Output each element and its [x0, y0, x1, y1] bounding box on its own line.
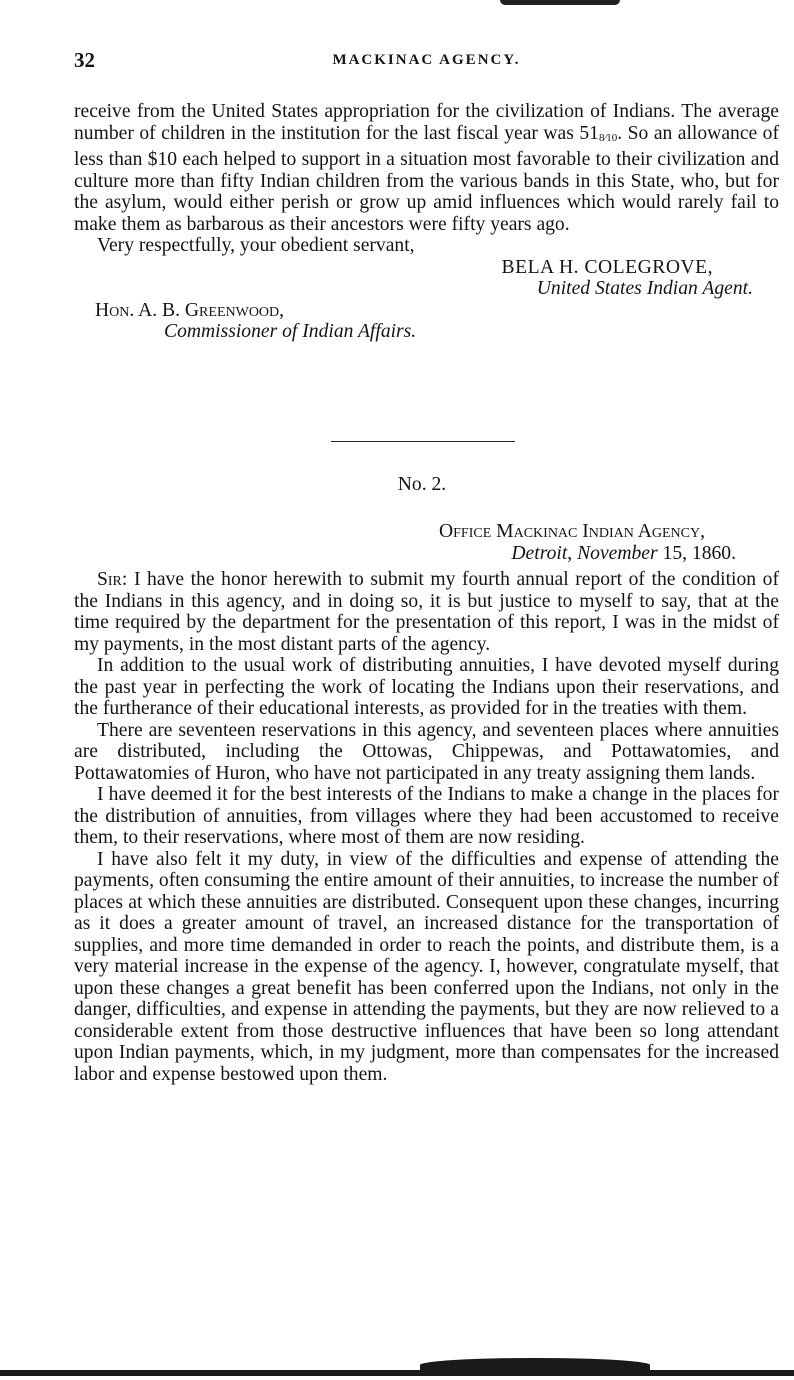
page-header	[74, 48, 779, 78]
paragraph: I have deemed it for the best interests of the Indians to make a change in the places for the distribution of annuities, from villages where they had been accustomed to receive them, to their reservations, where most of them are now residing.	[74, 784, 779, 848]
letter-2-body	[74, 569, 779, 1085]
signer-name: BELA H. COLEGROVE,	[501, 256, 713, 278]
office-heading	[439, 521, 736, 564]
paragraph: In addition to the usual work of distributing annuities, I have devoted myself during the past year in perfecting the work of locating the Indians upon their reservations, and the furtherance of their educational interests, as provided for in the treaties with them.	[74, 655, 779, 719]
document-number: No. 2.	[397, 474, 447, 495]
paragraph: Sir: I have the honor herewith to submit my fourth annual report of the condition of the Indians in this agency, and in doing so, it is but justice to myself to say, that at the time required by the department for the presentation of this report, I was in the midst of my payments, in the most distant parts of the agency.	[74, 569, 779, 655]
office-name: Office Mackinac Indian Agency,	[439, 521, 705, 542]
letter-1-ending	[74, 101, 779, 343]
paragraph: There are seventeen reservations in this agency, and seventeen places where annuities are distributed, including the Ottowas, Chippewas, and Pottawatomies, and Pottawatomies of Huron, who have not participated in any treaty assigning them lands.	[74, 719, 779, 784]
paragraph: I have also felt it my duty, in view of the difficulties and expense of attending the payments, often consuming the entire amount of their annuities, to increase the number of places at which these annuities are distributed. Consequent upon these changes, incurring as it does a greater amount of travel, an increased distance for the transportation of supplies, and more time demanded in order to reach the points, and distribute them, is a very material increase in the expense of the agency. I, however, congratulate myself, that upon these changes a great benefit has been conferred upon the Indians, not only in the danger, difficulties, and expense in attending the payments, but they are now relieved to a considerable extent from those destructive influences that have been so long attendant upon Indian payments, which, in my judgment, more than compensates for the increased labor and expense bestowed upon them.	[74, 848, 779, 1085]
addressee-name: Hon. A. B. Greenwood,	[95, 299, 285, 321]
fraction: 8⁄10	[598, 131, 618, 144]
signer-title: United States Indian Agent.	[536, 278, 753, 299]
salutation: Sir	[97, 569, 122, 590]
place-date: Detroit, November 15, 1860.	[511, 542, 736, 564]
valediction: Very respectfully, your obedient servant,	[97, 235, 415, 256]
scan-edge-bottom	[0, 1370, 794, 1376]
running-head: MACKINAC AGENCY.	[332, 52, 521, 68]
addressee-title: Commissioner of Indian Affairs.	[164, 321, 417, 342]
scan-edge-top	[500, 0, 620, 5]
page-number: 32	[74, 48, 95, 72]
section-divider	[331, 441, 515, 442]
closing-paragraph: receive from the United States appropriation for the civilization of Indians. The average number of children in the institution for the last fiscal year was 518⁄10. So an allowance of less than $10 each helped to support in a situation most favorable to their civilization and culture more than fifty Indian children from the various bands in this State, who, but for the asylum, would either perish or grow up amid influences which would rarely fail to make them as barbarous as their ancestors were fifty years ago.	[74, 101, 780, 235]
